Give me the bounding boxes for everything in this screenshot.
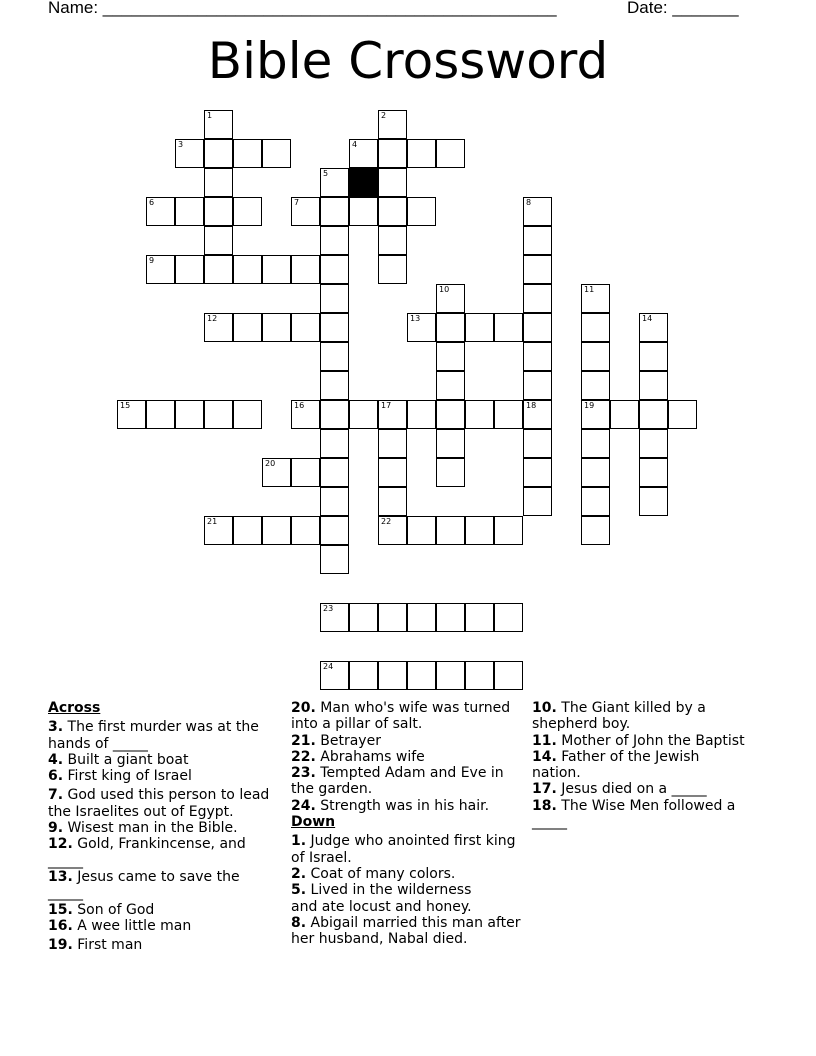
grid-cell[interactable] <box>407 400 436 429</box>
grid-cell[interactable] <box>581 313 610 342</box>
grid-cell[interactable] <box>349 661 378 690</box>
grid-cell[interactable] <box>378 226 407 255</box>
grid-cell[interactable] <box>349 603 378 632</box>
grid-cell[interactable] <box>320 226 349 255</box>
grid-cell[interactable] <box>465 603 494 632</box>
name-field-label: Name: ________________________________________________ <box>48 0 557 17</box>
across-clue-21: 21. Betrayer <box>291 732 381 749</box>
grid-cell[interactable] <box>320 371 349 400</box>
across-clue-15: 15. Son of God <box>48 901 155 918</box>
grid-cell[interactable] <box>378 197 407 226</box>
grid-cell[interactable] <box>523 313 552 342</box>
grid-cell[interactable] <box>494 516 523 545</box>
grid-cell[interactable] <box>291 255 320 284</box>
grid-cell[interactable] <box>523 255 552 284</box>
grid-cell[interactable] <box>378 603 407 632</box>
grid-cell[interactable] <box>436 313 465 342</box>
across-clue-19: 19. First man <box>48 937 143 954</box>
grid-cell[interactable] <box>204 226 233 255</box>
across-clue-22: 22. Abrahams wife <box>291 748 425 765</box>
clue-number: 18 <box>526 401 537 410</box>
grid-cell[interactable] <box>639 487 668 516</box>
clues-column-2 <box>291 700 521 947</box>
clues-column-3 <box>532 700 772 830</box>
down-heading: Down <box>291 814 336 831</box>
grid-cell[interactable] <box>465 400 494 429</box>
across-clue-20: 20. Man who's wife was turned into a pillar of salt. <box>291 700 511 733</box>
grid-cell[interactable] <box>262 255 291 284</box>
clue-number: 12 <box>207 314 218 323</box>
clue-number: 22 <box>381 517 392 526</box>
clue-number: 9 <box>149 256 155 265</box>
down-clue-8: 8. Abigail married this man after her husband, Nabal died. <box>291 914 521 948</box>
grid-cell[interactable] <box>233 197 262 226</box>
clue-number: 5 <box>323 169 329 178</box>
clue-number: 8 <box>526 198 532 207</box>
grid-cell[interactable] <box>291 516 320 545</box>
grid-cell[interactable] <box>436 139 465 168</box>
clue-number: 7 <box>294 198 300 207</box>
grid-cell[interactable] <box>494 603 523 632</box>
grid-cell[interactable] <box>436 429 465 458</box>
clue-number: 1 <box>207 111 213 120</box>
grid-cell[interactable] <box>291 313 320 342</box>
grid-cell[interactable] <box>320 197 349 226</box>
grid-cell[interactable] <box>233 313 262 342</box>
clue-number: 20 <box>265 459 276 468</box>
clue-number: 19 <box>584 401 595 410</box>
grid-cell[interactable] <box>436 516 465 545</box>
grid-cell[interactable] <box>320 516 349 545</box>
down-clue-18: 18. The Wise Men followed a _____ <box>532 797 736 831</box>
grid-cell[interactable] <box>378 168 407 197</box>
grid-cell-3[interactable] <box>175 139 204 168</box>
grid-cell[interactable] <box>523 371 552 400</box>
grid-cell[interactable] <box>581 371 610 400</box>
down-clue-1: 1. Judge who anointed first king of Israel. <box>291 833 516 866</box>
across-clue-12: 12. Gold, Frankincense, and _____ <box>48 836 246 869</box>
grid-cell-21[interactable] <box>204 516 233 545</box>
grid-cell[interactable] <box>349 197 378 226</box>
across-clue-3: 3. The first murder was at the hands of _____ <box>48 719 259 752</box>
clue-number: 14 <box>642 314 653 323</box>
grid-cell-23[interactable] <box>320 603 349 632</box>
across-clue-24: 24. Strength was in his hair. <box>291 797 490 814</box>
across-clue-6: 6. First king of Israel <box>48 768 192 785</box>
across-heading: Across <box>48 700 101 716</box>
grid-cell[interactable] <box>175 197 204 226</box>
grid-cell-12[interactable] <box>204 313 233 342</box>
grid-cell[interactable] <box>436 603 465 632</box>
clue-number: 6 <box>149 198 155 207</box>
grid-cell[interactable] <box>407 603 436 632</box>
grid-cell[interactable] <box>436 661 465 690</box>
grid-cell[interactable] <box>320 284 349 313</box>
grid-cell[interactable] <box>262 313 291 342</box>
clue-number: 23 <box>323 604 334 613</box>
grid-cell[interactable] <box>320 545 349 574</box>
grid-cell[interactable] <box>639 458 668 487</box>
grid-cell[interactable] <box>494 400 523 429</box>
grid-cell[interactable] <box>320 313 349 342</box>
grid-cell-22[interactable] <box>378 516 407 545</box>
grid-cell[interactable] <box>407 516 436 545</box>
grid-cell[interactable] <box>233 516 262 545</box>
grid-cell[interactable] <box>378 429 407 458</box>
across-clue-13: 13. Jesus came to save the _____ <box>48 868 240 902</box>
grid-cell[interactable] <box>378 139 407 168</box>
grid-cell[interactable] <box>523 429 552 458</box>
clue-number: 11 <box>584 285 595 294</box>
grid-cell[interactable] <box>581 458 610 487</box>
down-clue-10: 10. The Giant killed by a shepherd boy. <box>532 700 706 733</box>
grid-cell[interactable] <box>639 429 668 458</box>
across-clue-4: 4. Built a giant boat <box>48 751 189 768</box>
grid-cell[interactable] <box>523 342 552 371</box>
grid-cell[interactable] <box>639 371 668 400</box>
clue-number: 4 <box>352 140 358 149</box>
grid-cell[interactable] <box>407 139 436 168</box>
grid-cell-15[interactable] <box>117 400 146 429</box>
grid-cell[interactable] <box>204 255 233 284</box>
grid-cell[interactable] <box>233 400 262 429</box>
grid-cell-4[interactable] <box>349 139 378 168</box>
grid-cell-1[interactable] <box>204 110 233 139</box>
grid-cell-16[interactable] <box>291 400 320 429</box>
grid-cell-7[interactable] <box>291 197 320 226</box>
down-clue-17: 17. Jesus died on a _____ <box>532 781 707 798</box>
grid-cell[interactable] <box>436 342 465 371</box>
grid-cell[interactable] <box>581 429 610 458</box>
grid-cell[interactable] <box>378 458 407 487</box>
date-field-label: Date: _______ <box>627 0 739 17</box>
grid-cell-19[interactable] <box>581 400 610 429</box>
grid-cell[interactable] <box>639 400 668 429</box>
across-clue-16: 16. A wee little man <box>48 917 192 934</box>
grid-cell[interactable] <box>204 168 233 197</box>
grid-cell[interactable] <box>233 255 262 284</box>
clue-number: 13 <box>410 314 421 323</box>
grid-cell[interactable] <box>262 516 291 545</box>
grid-cell-9[interactable] <box>146 255 175 284</box>
clue-number: 10 <box>439 285 450 294</box>
grid-cell[interactable] <box>320 342 349 371</box>
grid-cell-13[interactable] <box>407 313 436 342</box>
grid-cell[interactable] <box>465 516 494 545</box>
grid-cell[interactable] <box>378 487 407 516</box>
grid-cell[interactable] <box>320 400 349 429</box>
across-clue-9: 9. Wisest man in the Bible. <box>48 820 238 837</box>
clue-number: 15 <box>120 401 131 410</box>
grid-cell-10[interactable] <box>436 284 465 313</box>
black-square <box>349 168 378 197</box>
grid-cell-5[interactable] <box>320 168 349 197</box>
down-clue-14: 14. Father of the Jewish nation. <box>532 748 700 782</box>
grid-cell[interactable] <box>523 284 552 313</box>
grid-cell[interactable] <box>436 400 465 429</box>
grid-cell-24[interactable] <box>320 661 349 690</box>
grid-cell[interactable] <box>175 400 204 429</box>
grid-cell[interactable] <box>204 139 233 168</box>
grid-cell[interactable] <box>320 255 349 284</box>
across-clue-7: 7. God used this person to lead the Israelites out of Egypt. <box>48 787 270 820</box>
grid-cell[interactable] <box>523 226 552 255</box>
clue-number: 16 <box>294 401 305 410</box>
grid-cell-17[interactable] <box>378 400 407 429</box>
grid-cell-20[interactable] <box>262 458 291 487</box>
grid-cell-6[interactable] <box>146 197 175 226</box>
clue-number: 17 <box>381 401 392 410</box>
grid-cell[interactable] <box>320 487 349 516</box>
grid-cell[interactable] <box>233 139 262 168</box>
grid-cell-11[interactable] <box>581 284 610 313</box>
grid-cell[interactable] <box>262 139 291 168</box>
page-title: Bible Crossword <box>207 32 609 90</box>
grid-cell[interactable] <box>581 342 610 371</box>
clue-number: 24 <box>323 662 334 671</box>
clue-number: 2 <box>381 111 387 120</box>
grid-cell[interactable] <box>378 661 407 690</box>
grid-cell[interactable] <box>436 371 465 400</box>
grid-cell-18[interactable] <box>523 400 552 429</box>
down-clue-11: 11. Mother of John the Baptist <box>532 732 745 749</box>
grid-cell[interactable] <box>320 458 349 487</box>
grid-cell[interactable] <box>668 400 697 429</box>
clues-column-1 <box>48 700 284 953</box>
grid-cell[interactable] <box>407 661 436 690</box>
down-clue-2: 2. Coat of many colors. <box>291 865 456 882</box>
grid-cell[interactable] <box>407 197 436 226</box>
grid-cell-14[interactable] <box>639 313 668 342</box>
grid-cell[interactable] <box>465 313 494 342</box>
grid-cell[interactable] <box>349 400 378 429</box>
clue-number: 21 <box>207 517 218 526</box>
grid-cell[interactable] <box>523 487 552 516</box>
grid-cell[interactable] <box>523 458 552 487</box>
grid-cell[interactable] <box>204 197 233 226</box>
grid-cell-8[interactable] <box>523 197 552 226</box>
grid-cell[interactable] <box>378 255 407 284</box>
grid-cell[interactable] <box>639 342 668 371</box>
grid-cell[interactable] <box>494 661 523 690</box>
grid-cell[interactable] <box>320 429 349 458</box>
grid-cell[interactable] <box>494 313 523 342</box>
grid-cell[interactable] <box>465 661 494 690</box>
grid-cell[interactable] <box>436 458 465 487</box>
grid-cell[interactable] <box>146 400 175 429</box>
grid-cell[interactable] <box>204 400 233 429</box>
grid-cell[interactable] <box>581 516 610 545</box>
clue-number: 3 <box>178 140 184 149</box>
grid-cell[interactable] <box>610 400 639 429</box>
grid-cell[interactable] <box>291 458 320 487</box>
grid-cell[interactable] <box>581 487 610 516</box>
grid-cell[interactable] <box>175 255 204 284</box>
grid-cell-2[interactable] <box>378 110 407 139</box>
down-clue-5: 5. Lived in the wilderness and ate locust and honey. <box>291 882 472 915</box>
across-clue-23: 23. Tempted Adam and Eve in the garden. <box>291 765 504 798</box>
